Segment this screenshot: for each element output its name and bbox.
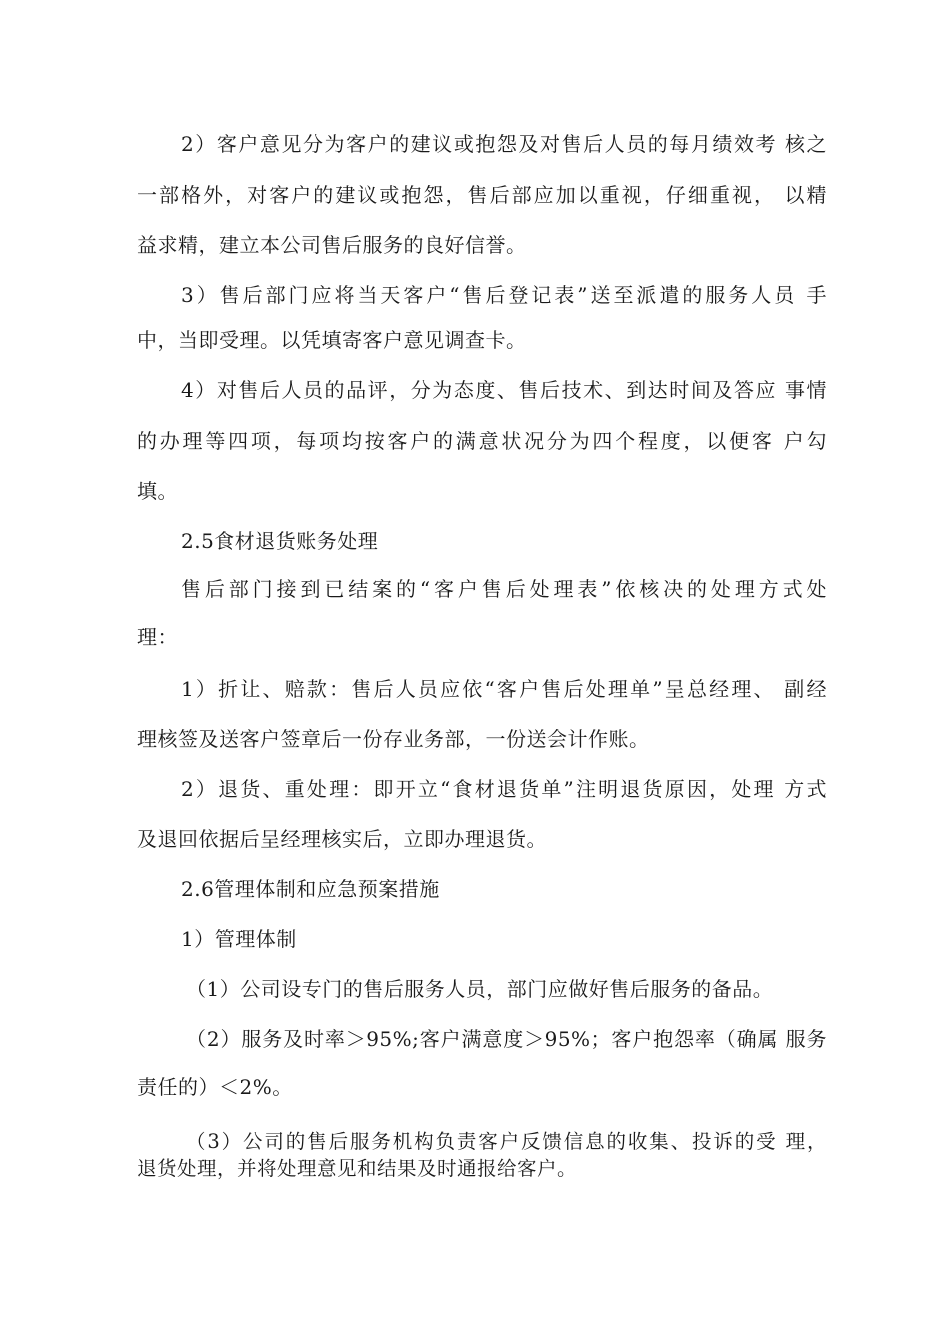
paragraph-line: 1）折让、赔款：售后人员应依“客户售后处理单”呈总经理、 副经 [181, 677, 827, 701]
paragraph-line: 益求精，建立本公司售后服务的良好信誉。 [137, 233, 527, 257]
paragraph-line: （1）公司设专门的售后服务人员，部门应做好售后服务的备品。 [186, 977, 774, 1001]
subsection-heading: 1）管理体制 [181, 927, 297, 951]
paragraph-line: 理核签及送客户签章后一份存业务部，一份送会计作账。 [137, 727, 650, 751]
paragraph-line: 4）对售后人员的品评，分为态度、售后技术、到达时间及答应 事情 [181, 378, 827, 402]
paragraph-line: 的办理等四项，每项均按客户的满意状况分为四个程度，以便客 户勾 [137, 429, 827, 453]
paragraph-line: 退货处理，并将处理意见和结果及时通报给客户。 [137, 1157, 578, 1180]
paragraph-line: 2）客户意见分为客户的建议或抱怨及对售后人员的每月绩效考 核之 [181, 132, 827, 156]
section-heading: 2.6管理体制和应急预案措施 [181, 877, 440, 901]
paragraph-line: 2）退货、重处理：即开立“食材退货单”注明退货原因，处理 方式 [181, 777, 827, 801]
paragraph-line: 责任的）＜2%。 [137, 1075, 293, 1099]
paragraph-line: 一部格外，对客户的建议或抱怨，售后部应加以重视，仔细重视， 以精 [137, 183, 827, 207]
paragraph-line: 中，当即受理。以凭填寄客户意见调查卡。 [137, 328, 527, 352]
paragraph-line: 3）售后部门应将当天客户“售后登记表”送至派遣的服务人员 手 [181, 283, 827, 307]
paragraph-line: （2）服务及时率＞95%;客户满意度＞95%；客户抱怨率（确属 服务 [186, 1027, 827, 1051]
paragraph-line: 填。 [137, 479, 178, 503]
paragraph-line: 理： [137, 625, 178, 649]
section-heading: 2.5食材退货账务处理 [181, 529, 379, 553]
paragraph-line: 及退回依据后呈经理核实后，立即办理退货。 [137, 827, 547, 851]
paragraph-line: 售后部门接到已结案的“客户售后处理表”依核决的处理方式处 [181, 577, 827, 601]
paragraph-line: （3）公司的售后服务机构负责客户反馈信息的收集、投诉的受 理， [186, 1130, 827, 1153]
